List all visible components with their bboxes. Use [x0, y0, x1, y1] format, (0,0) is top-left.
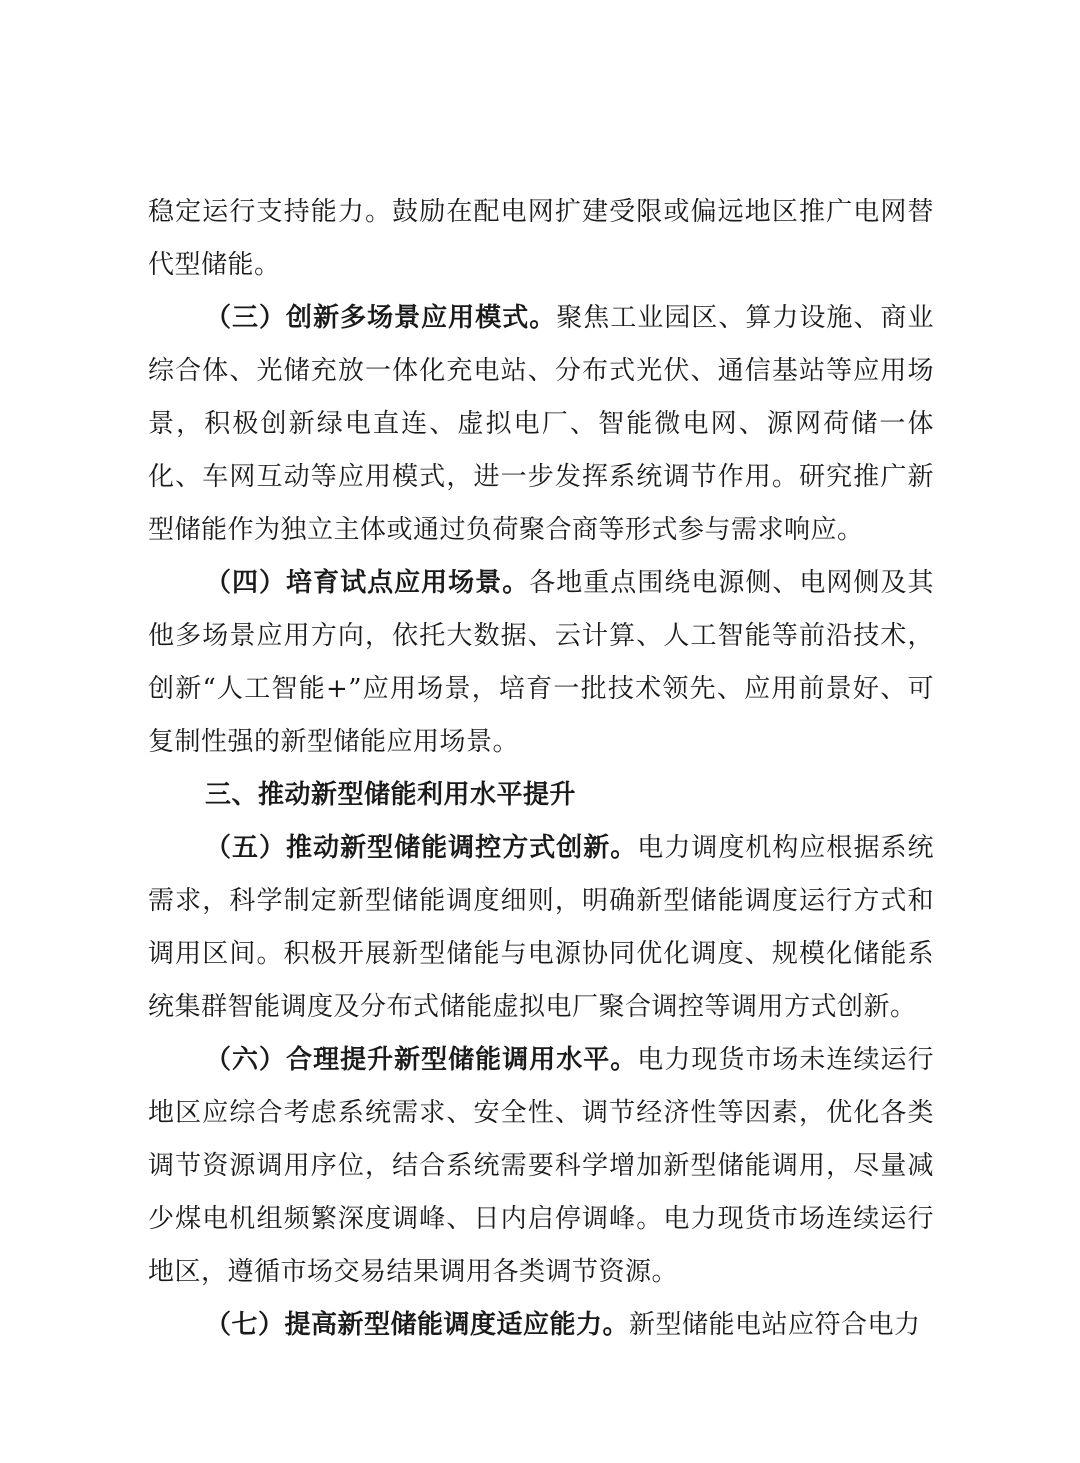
document-page — [148, 186, 934, 1352]
paragraph-item-3 — [148, 292, 934, 557]
section-heading: 三、推动新型储能利用水平提升 — [205, 780, 577, 810]
paragraph-title: （五）推动新型储能调控方式创新。 — [205, 833, 638, 863]
paragraph-item-4 — [148, 557, 934, 769]
paragraph-title: （六）合理提升新型储能调用水平。 — [205, 1045, 638, 1075]
paragraph-text: 新型储能电站应符合电力 — [629, 1310, 921, 1340]
paragraph-continued — [148, 186, 934, 292]
paragraph-title: （四）培育试点应用场景。 — [205, 568, 530, 598]
paragraph-title: （七）提高新型储能调度适应能力。 — [205, 1310, 630, 1340]
paragraph-text: 电力调度机构应根据系统需求，科学制定新型储能调度细则，明确新型储能调度运行方式和调用区间。积极开展新型储能与电源协同优化调度、规模化储能系统集群智能调度及分布式储能虚拟电厂聚合调控等调用方式创新。 — [148, 833, 934, 1022]
paragraph-title: （三）创新多场景应用模式。 — [205, 303, 557, 333]
paragraph-item-5 — [148, 822, 934, 1034]
paragraph-text: 各地重点围绕电源侧、电网侧及其他多场景应用方向，依托大数据、云计算、人工智能等前沿技术，创新“人工智能+”应用场景，培育一批技术领先、应用前景好、可复制性强的新型储能应用场景。 — [148, 568, 934, 757]
paragraph-text: 聚焦工业园区、算力设施、商业综合体、光储充放一体化充电站、分布式光伏、通信基站等应用场景，积极创新绿电直连、虚拟电厂、智能微电网、源网荷储一体化、车网互动等应用模式，进一步发挥系统调节作用。研究推广新型储能作为独立主体或通过负荷聚合商等形式参与需求响应。 — [148, 303, 934, 545]
paragraph-item-6 — [148, 1034, 934, 1299]
paragraph-text: 稳定运行支持能力。鼓励在配电网扩建受限或偏远地区推广电网替代型储能。 — [148, 197, 934, 280]
paragraph-text: 电力现货市场未连续运行地区应综合考虑系统需求、安全性、调节经济性等因素，优化各类调节资源调用序位，结合系统需要科学增加新型储能调用，尽量减少煤电机组频繁深度调峰、日内启停调峰。电力现货市场连续运行地区，遵循市场交易结果调用各类调节资源。 — [148, 1045, 934, 1287]
paragraph-item-7 — [148, 1299, 934, 1352]
